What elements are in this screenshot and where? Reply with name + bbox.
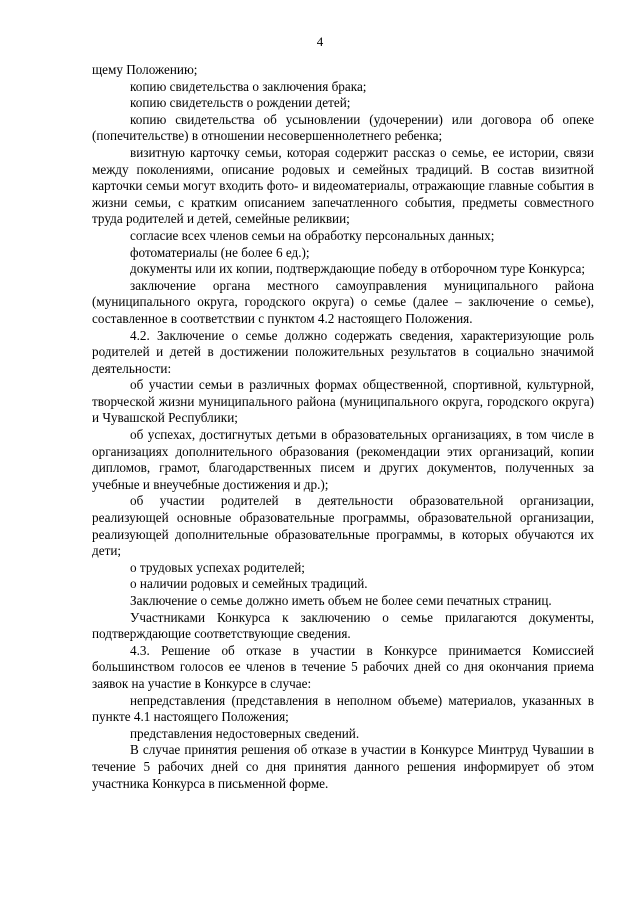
paragraph-parents-participation: об участии родителей в деятельности образовательной организации, реализующей основные образовательные программы, образовательной организации, реализующей дополнительные образовательные программы, в которых обучаются их дети; (92, 493, 594, 559)
paragraph-false-info: представления недостоверных сведений. (130, 725, 360, 741)
document-body (92, 62, 594, 792)
paragraph-continuation: щему Положению; (92, 62, 198, 77)
section-4-2: 4.2. Заключение о семье должно содержать сведения, характеризующие роль родителей и детей в достижении положительных результатов в социально значимой деятельности: (92, 327, 594, 376)
paragraph-notification: В случае принятия решения об отказе в участии в Конкурсе Минтруд Чувашии в течение 5 рабочих дней со дня принятия данного решения информирует об этом участника Конкурса в письменной форме. (92, 742, 594, 791)
paragraph-incomplete-materials: непредставления (представления в неполном объеме) материалов, указанных в пункте 4.1 настоящего Положения; (92, 692, 594, 725)
page-number: 4 (316, 34, 324, 49)
list-item-family-card: визитную карточку семьи, которая содержит рассказ о семье, ее истории, связи между поколениями, описание родовых и семейных традиций. В состав визитной карточки семьи могут входить фото- и видеоматериалы, отражающие главные события в жизни семьи, с кратким описанием запечатленного события, предметы совместного труда родителей и детей, семейные реликвии; (92, 144, 594, 227)
list-item-adoption-certificate: копию свидетельства об усыновлении (удочерении) или договора об опеке (попечительстве) в отношении несовершеннолетнего ребенка; (92, 111, 594, 144)
paragraph-public-life: об участии семьи в различных формах общественной, спортивной, культурной, творческой жизни муниципального района (муниципального округа, городского округа) и Чувашской Республики; (92, 377, 594, 426)
paragraph-volume-limit: Заключение о семье должно иметь объем не более семи печатных страниц. (130, 593, 552, 608)
list-item-photos: фотоматериалы (не более 6 ед.); (130, 244, 310, 260)
list-item-consent: согласие всех членов семьи на обработку персональных данных; (130, 227, 495, 243)
paragraph-children-success: об успехах, достигнутых детьми в образовательных организациях, в том числе в организациях дополнительного образования (рекомендации этих организаций, копии дипломов, грамот, благодарственных писем и других документов, полученных за учебные и внеучебные достижения и др.); (92, 427, 594, 492)
section-4-3: 4.3. Решение об отказе в участии в Конкурсе принимается Комиссией большинством голосов ее членов в течение 5 рабочих дней со дня окончания приема заявок на участие в Конкурсе в случае: (92, 642, 594, 691)
list-item-qualifying-documents: документы или их копии, подтверждающие победу в отборочном туре Конкурса; (130, 261, 586, 277)
list-item-marriage-certificate: копию свидетельства о заключения брака; (130, 78, 367, 94)
paragraph-labor-success: о трудовых успехах родителей; (130, 559, 305, 575)
list-item-family-conclusion: заключение органа местного самоуправления муниципального района (муниципального округа, городского округа) о семье (далее – заключение о семье), составленное в соответствии с пунктом 4.2 настоящего Положения. (92, 277, 594, 326)
paragraph-traditions: о наличии родовых и семейных традиций. (130, 576, 368, 592)
paragraph-attachments: Участниками Конкурса к заключению о семье прилагаются документы, подтверждающие соответствующие сведения. (92, 609, 594, 642)
list-item-birth-certificates: копию свидетельств о рождении детей; (130, 95, 351, 111)
